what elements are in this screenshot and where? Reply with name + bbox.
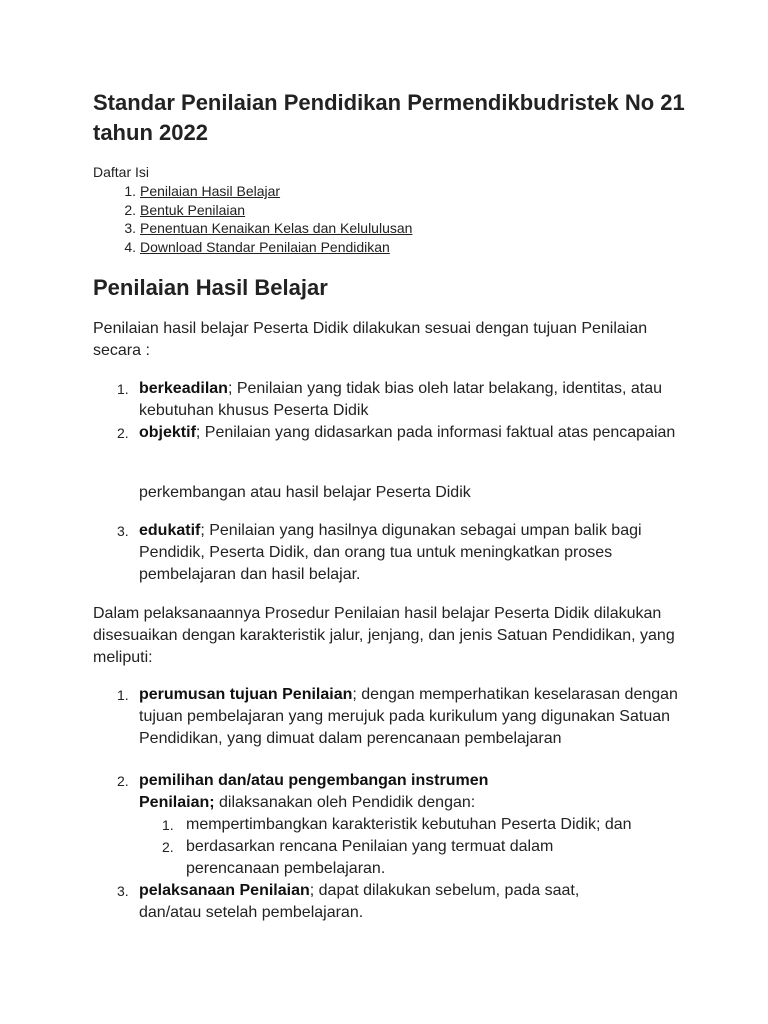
toc-link[interactable]: Bentuk Penilaian — [140, 201, 246, 218]
procedure-term: perumusan tujuan Penilaian — [139, 686, 353, 703]
document-title: Standar Penilaian Pendidikan Permendikbudristek No 21 tahun 2022 — [93, 90, 685, 145]
procedure-item — [117, 684, 679, 750]
list-number: 1. — [117, 687, 129, 703]
list-number: 3. — [117, 883, 129, 899]
continuation-text: perkembangan atau hasil belajar Peserta Didik — [139, 484, 471, 501]
procedure-item — [117, 770, 519, 814]
toc-label: Daftar Isi — [93, 164, 150, 180]
intro-paragraph: Penilaian hasil belajar Peserta Didik dilakukan sesuai dengan tujuan Penilaian secara : — [93, 320, 648, 359]
toc-item[interactable] — [124, 201, 412, 220]
procedure-text: dilaksanakan oleh Pendidik dengan: — [214, 794, 476, 811]
principle-term: objektif — [139, 424, 196, 441]
toc-item[interactable] — [124, 219, 413, 238]
sub-item-text: mempertimbangkan karakteristik kebutuhan Peserta Didik; dan — [186, 816, 632, 833]
list-number: 1. — [117, 381, 129, 397]
sub-item — [162, 836, 606, 880]
procedure-text: ; dengan memperhatikan keselarasan dengan tujuan pembelajaran yang merujuk pada kurikulum yang digunakan Satuan Pendidikan, yang dimuat dalam perencanaan pembelajaran — [139, 686, 678, 747]
sub-item-text: berdasarkan rencana Penilaian yang termuat dalam perencanaan pembelajaran. — [186, 838, 554, 877]
toc-number: 2. — [124, 201, 136, 218]
principle-item — [117, 422, 679, 444]
list-number: 3. — [117, 523, 129, 539]
procedure-item — [117, 880, 619, 924]
toc-item[interactable] — [124, 182, 412, 201]
list-number: 2. — [117, 773, 129, 789]
toc-link[interactable]: Penilaian Hasil Belajar — [140, 183, 281, 199]
procedure-term: pelaksanaan Penilaian — [139, 882, 310, 899]
toc-item[interactable] — [124, 238, 412, 257]
sub-item — [162, 814, 686, 836]
procedure-term: pemilihan dan/atau pengembangan instrumen Penilaian; — [139, 772, 489, 811]
list-number: 2. — [162, 839, 174, 855]
toc-link[interactable]: Penentuan Kenaikan Kelas dan Kelululusan — [140, 220, 413, 236]
principle-term: edukatif — [139, 522, 201, 539]
procedure-text: ; dapat dilakukan sebelum, pada saat, dan/atau setelah pembelajaran. — [139, 882, 580, 921]
toc-link[interactable]: Download Standar Penilaian Pendidikan — [140, 238, 390, 255]
toc-number: 1. — [124, 183, 136, 199]
toc-number: 4. — [124, 238, 136, 255]
list-number: 1. — [162, 817, 174, 833]
principle-term: berkeadilan — [139, 380, 228, 397]
list-number: 2. — [117, 425, 129, 441]
principle-text: ; Penilaian yang didasarkan pada informasi faktual atas pencapaian — [195, 424, 676, 441]
principle-text: ; Penilaian yang hasilnya digunakan sebagai umpan balik bagi Pendidik, Peserta Didik, dan orang tua untuk meningkatkan proses pembelajaran dan hasil belajar. — [139, 522, 642, 583]
principle-text: ; Penilaian yang tidak bias oleh latar belakang, identitas, atau kebutuhan khusus Peserta Didik — [139, 380, 663, 419]
toc-number: 3. — [124, 220, 136, 236]
principle-item — [117, 520, 679, 586]
section-heading: Penilaian Hasil Belajar — [93, 275, 328, 300]
table-of-contents — [124, 182, 413, 256]
principle-item — [117, 378, 679, 422]
procedure-paragraph: Dalam pelaksanaannya Prosedur Penilaian hasil belajar Peserta Didik dilakukan disesuaikan dengan karakteristik jalur, jenjang, dan jenis Satuan Pendidikan, yang meliputi: — [93, 605, 675, 666]
